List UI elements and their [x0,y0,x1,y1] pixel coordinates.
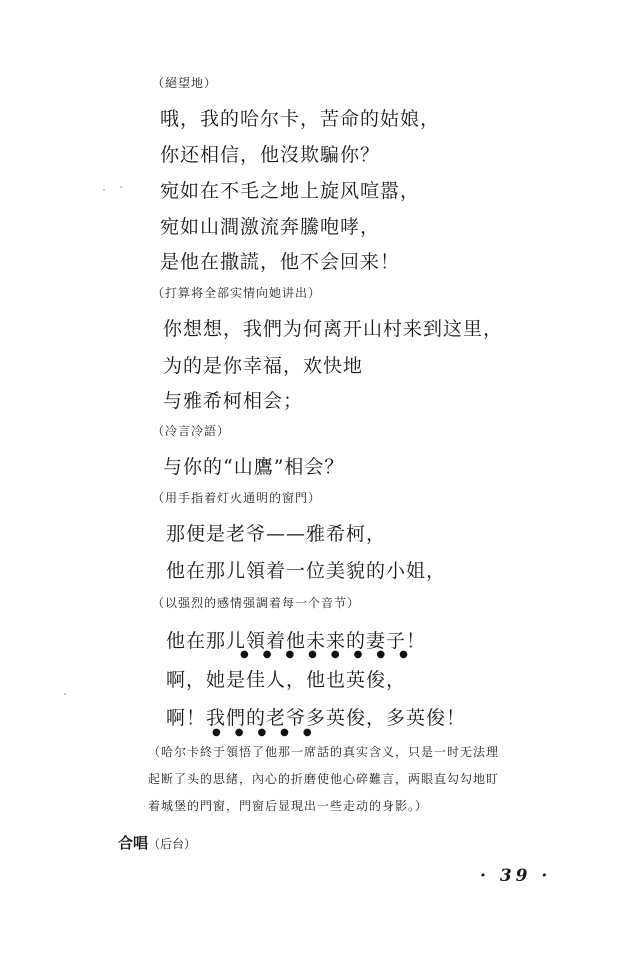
stage-direction: （冷言冷語） [152,424,231,438]
stage-direction: （以强烈的感情强調着每一个音节） [152,596,361,610]
verse-line: 与雅希柯相会； [163,390,304,412]
verse-line: 宛如山澗激流奔騰咆哮， [160,216,381,238]
narrative-note-line: 着城堡的門窗，門窗后显現出一些走动的身影。） [148,799,429,813]
verse-line: 你还相信，他沒欺騙你？ [160,144,381,166]
verse-line: 那便是老爷——雅希柯， [166,523,387,545]
page-number: · 39 · [480,866,552,886]
print-speck [103,189,105,191]
verse-line: 他在那儿領着一位美貌的小姐， [166,560,447,582]
verse-line: 哦，我的哈尔卡，苦命的姑娘， [160,108,441,130]
emphasis-dots: ●●●●● [212,727,326,738]
verse-line: 与你的“山鷹”相会？ [163,456,345,478]
emphasized-verse-line: 他在那儿領着他未来的妻子！ [166,630,427,652]
emphasized-verse-line: 啊！我們的老爷多英俊，多英俊！ [166,707,467,729]
chorus-label: 合唱 [118,834,149,852]
narrative-note-line: （哈尔卡終于領悟了他那一席話的真实含义，只是一时无法理 [148,745,500,759]
verse-line: 宛如在不毛之地上旋风喧嚣， [160,180,421,202]
print-speck [64,693,66,695]
verse-line: 为的是你幸福，欢快地 [163,355,364,377]
stage-direction: （絕望地） [152,76,218,90]
stage-direction: （打算将全部实情向她讲出） [152,286,322,300]
verse-line: 啊，她是佳人，他也英俊， [166,669,407,691]
narrative-note-line: 起断了头的思緒，內心的折磨使他心碎難言，两眼直勾勾地盯 [148,772,500,786]
print-speck [120,186,122,188]
chorus-sub: （后台） [148,837,197,851]
stage-direction: （用手指着灯火通明的窗門） [152,491,322,505]
emphasis-dots: ●●●●●●●● [240,649,422,660]
verse-line: 你想想，我們为何离开山村来到这里， [163,318,504,340]
verse-line: 是他在撒謊，他不会回来！ [160,251,401,273]
chorus-heading [118,832,196,853]
